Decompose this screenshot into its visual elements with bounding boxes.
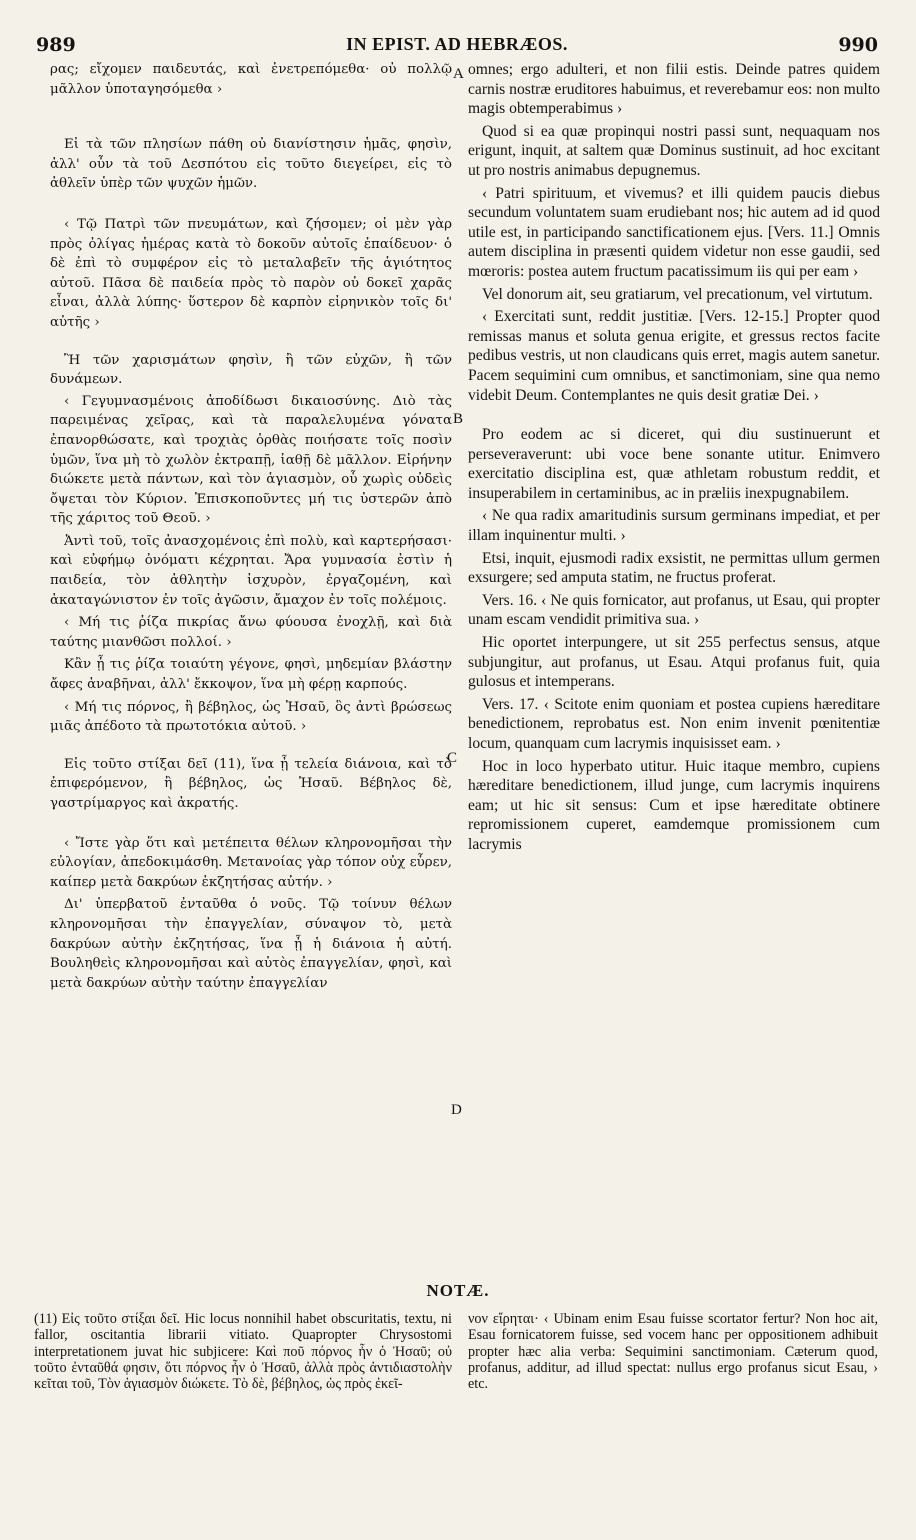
notes-heading: NOTÆ. <box>426 1281 490 1300</box>
footnote-right: νον εἴρηται· ‹ Ubinam enim Esau fuisse scortator fertur? Non hoc ait, Esau fornicatorem fuisse, sed vocem hanc per oppositionem adhibuit propter hæc alia verba: Sequimini sanctimoniam. Cæterum quod, profanus, additur, ad illud spectat: nullus ergo profanus sicut Esau, › etc. <box>468 1311 878 1393</box>
latin-paragraph: Quod si ea quæ propinqui nostri passi sunt, nequaquam nos erigunt, inquit, at saltem quæ Dominus sustinuit, ad hoc excitant ut pro nostris animabus depugnemus. <box>468 122 880 179</box>
page-number-left: 989 <box>36 34 76 56</box>
greek-paragraph: Κἂν ᾖ τις ῥίζα τοιαύτη γέγονε, φησὶ, μηδεμίαν βλάστην ἄφες ἀναβῆναι, ἀλλ' ἔκκοψον, ἵνα μὴ φέρῃ καρπούς. <box>50 657 452 693</box>
greek-paragraph: Εἰς τοῦτο στίξαι δεῖ (11), ἵνα ᾖ τελεία διάνοια, καὶ τὸ ἐπιφερόμενον, ἢ βέβηλος, ὡς Ἠσαῦ. Βέβηλος δὲ, γαστρίμαργος καὶ ἀκρατής. <box>50 756 452 811</box>
latin-paragraph: Etsi, inquit, ejusmodi radix exsistit, ne permittas ullum germen exsurgere; sed amputa statim, ne fructus proferat. <box>468 549 880 587</box>
greek-paragraph: Ἀντὶ τοῦ, τοῖς ἀνασχομένοις ἐπὶ πολὺ, καὶ καρτερήσασι· καὶ εὐφήμῳ ὀνόματι κέχρηται. Ἄρα γυμνασία ἐστὶν ἡ παιδεία, τὸν ἀθλητὴν ἰσχυρὸν, ἐργαζομένη, καὶ ἀκαταγώνιστον ἐν τοῖς ἀγῶσιν, ἄμαχον ἐν τοῖς πολέμοις. <box>50 533 452 608</box>
greek-paragraph: ρας; εἴχομεν παιδευτάς, καὶ ἐνετρεπόμεθα· οὐ πολλῷ μᾶλλον ὑποταγησόμεθα › <box>50 62 452 97</box>
latin-paragraph: ‹ Exercitati sunt, reddit justitiæ. [Vers. 12-15.] Propter quod remissas manus et soluta genua erigite, et gressus rectos facite pedibus vestris, ut non claudicans quis erret, magis autem sanetur. Pacem sequimini cum omnibus, et sanctimoniam, sine qua nemo videbit Deum. Contemplantes ne quis desit gratiæ Dei. › <box>468 308 880 404</box>
latin-paragraph: ‹ Patri spirituum, et vivemus? et illi quidem paucis diebus secundum voluntatem suam erudiebant nos; hic autem ad id quod utile est, in participando sanctificationem ejus. [Vers. 11.] Omnis autem disciplina in præsenti quidem videtur non esse gaudii, sed mœroris: postea autem fructum pacatissimum iis qui per eam › <box>468 184 880 280</box>
latin-paragraph: Hic oportet interpungere, ut sit 255 perfectus sensus, atque subjungitur, aut profanus, ut Esau. Atqui profanus fuit, quia gulosus et intemperans. <box>468 634 880 691</box>
margin-marker-c: C <box>447 750 458 766</box>
latin-paragraph: Vel donorum ait, seu gratiarum, vel precationum, vel virtutum. <box>482 285 873 303</box>
margin-marker-b: B <box>453 411 464 427</box>
latin-paragraph: ‹ Ne qua radix amaritudinis sursum germinans impediat, et per illam inquinentur multi. › <box>468 507 880 545</box>
latin-paragraph: Hoc in loco hyperbato utitur. Huic itaque membro, cupiens hæreditare benedictionem, illud junge, cum lacrymis inquirens eam; ut hic sit sensus: Cum et ipse hæreditate obtinere repromissionem cuperet, eamdemque promissionem cum lacrymis <box>468 757 880 853</box>
greek-paragraph: Ἢ τῶν χαρισμάτων φησὶν, ἢ τῶν εὐχῶν, ἢ τῶν δυνάμεων. <box>50 352 452 388</box>
greek-paragraph: ‹ Μή τις πόρνος, ἢ βέβηλος, ὡς Ἠσαῦ, ὃς ἀντὶ βρώσεως μιᾶς ἀπέδοτο τὰ πρωτοτόκια αὐτοῦ. › <box>50 699 452 735</box>
greek-paragraph: ‹ Μή τις ῥίζα πικρίας ἄνω φύουσα ἐνοχλῇ, καὶ διὰ ταύτης μιανθῶσι πολλοί. › <box>50 615 452 650</box>
greek-paragraph: ‹ Ἴστε γὰρ ὅτι καὶ μετέπειτα θέλων κληρονομῆσαι τὴν εὐλογίαν, ἀπεδοκιμάσθη. Μετανοίας γὰρ τόπον οὐχ εὗρεν, καίπερ μετὰ δακρύων ἐκζητήσας αὐτήν. › <box>50 835 452 890</box>
footnote-left: (11) Εἰς τοῦτο στίξαι δεῖ. Hic locus nonnihil habet obscuritatis, textu, ni fallor, oscitantia librarii vitiato. Quapropter Chrysostomi interpretationem juvat hic subjicere: Καὶ ποῦ πόρνος ἦν ὁ Ἠσαῦ; οὐ τοῦτο ἐνταῦθά φησιν, ὅτι πόρνος ἦν ὁ Ἠσαῦ, ἀλλὰ πρὸς ἀντιδιαστολὴν κεῖται τοῦ, Τὸν ἁγιασμὸν διώκετε. Τὸ δὲ, βέβηλος, ὡς πρὸς ἐκεῖ- <box>34 1311 452 1393</box>
greek-paragraph: Δι' ὑπερβατοῦ ἐνταῦθα ὁ νοῦς. Τῷ τοίνυν θέλων κληρονομῆσαι τὴν ἐπαγγελίαν, σύναψον τὸ, μετὰ δακρύων αὐτὴν ἐκζητήσας, ἵνα ᾖ ἡ διάνοια ἡ αὐτή. Βουληθεὶς κληρονομῆσαι καὶ αὐτὸς ἐπαγγελίαν, φησὶ, καὶ μετὰ δακρύων αὐτὴν ταύτην ἐπαγγελίαν <box>50 897 452 991</box>
greek-paragraph: Εἰ τὰ τῶν πλησίων πάθη οὐ διανίστησιν ἡμᾶς, φησὶν, ἀλλ' οὖν τὰ τοῦ Δεσπότου εἰς τοῦτο διεγείρει, εἰς τὸ ἀθλεῖν ὑπὲρ τῶν ψυχῶν ἡμῶν. <box>50 137 452 192</box>
margin-marker-d: D <box>451 1102 462 1118</box>
latin-paragraph: Vers. 16. ‹ Ne quis fornicator, aut profanus, ut Esau, qui propter unam escam vendidit primitiva sua. › <box>468 591 880 629</box>
greek-paragraph: ‹ Τῷ Πατρὶ τῶν πνευμάτων, καὶ ζήσομεν; οἱ μὲν γὰρ πρὸς ὀλίγας ἡμέρας κατὰ τὸ δοκοῦν αὐτοῖς ἐπαίδευον· ὁ δὲ ἐπὶ τὸ συμφέρον εἰς τὸ μεταλαβεῖν τῆς ἁγιότητος αὐτοῦ. Πᾶσα δὲ παιδεία πρὸς τὸ παρὸν οὐ δοκεῖ χαρᾶς εἶναι, ἀλλὰ λύπης· ὕστερον δὲ καρπὸν εἰρηνικὸν τοῖς δι' αὐτῆς › <box>50 216 452 330</box>
latin-paragraph: Vers. 17. ‹ Scitote enim quoniam et postea cupiens hæreditare benedictionem, reprobatus est. Non enim invenit pœnitentiæ locum, quanquam cum lacrymis inquisisset eam. › <box>468 695 880 752</box>
margin-marker-a: A <box>453 66 464 82</box>
latin-column <box>468 60 880 855</box>
running-header <box>36 34 878 58</box>
running-title: IN EPIST. AD HEBRÆOS. <box>346 34 568 54</box>
page-number-right: 990 <box>838 34 878 56</box>
latin-paragraph: Pro eodem ac si diceret, qui diu sustinuerunt et perseveraverunt: ubi voce bene sonante utitur. Enimvero exercitatio disciplina est, quæ athletam robustum reddit, et insuperabilem in certaminibus, ac in præliis inexpugnabilem. <box>468 426 880 502</box>
latin-paragraph: omnes; ergo adulteri, et non filii estis. Deinde patres quidem carnis nostræ eruditores habuimus, et reverebamur eos: non multo magis obtemperabimus › <box>468 61 880 118</box>
greek-column <box>50 60 452 993</box>
greek-paragraph: ‹ Γεγυμνασμένοις ἀποδίδωσι δικαιοσύνης. Διὸ τὰς παρειμένας χεῖρας, καὶ τὰ παραλελυμένα γόνατα ἐπανορθώσατε, καὶ τροχιὰς ὀρθὰς ποιήσατε τοῖς ποσὶν ὑμῶν, ἵνα μὴ τὸ χωλὸν ἐκτραπῇ, ἰαθῇ δὲ μᾶλλον. Εἰρήνην διώκετε μετὰ πάντων, καὶ τὸν ἁγιασμὸν, οὗ χωρὶς οὐδεὶς ὄψεται τὸν Κύριον. Ἐπισκοποῦντες μή τις ὑστερῶν ἀπὸ τῆς χάριτος τοῦ Θεοῦ. › <box>50 393 452 527</box>
